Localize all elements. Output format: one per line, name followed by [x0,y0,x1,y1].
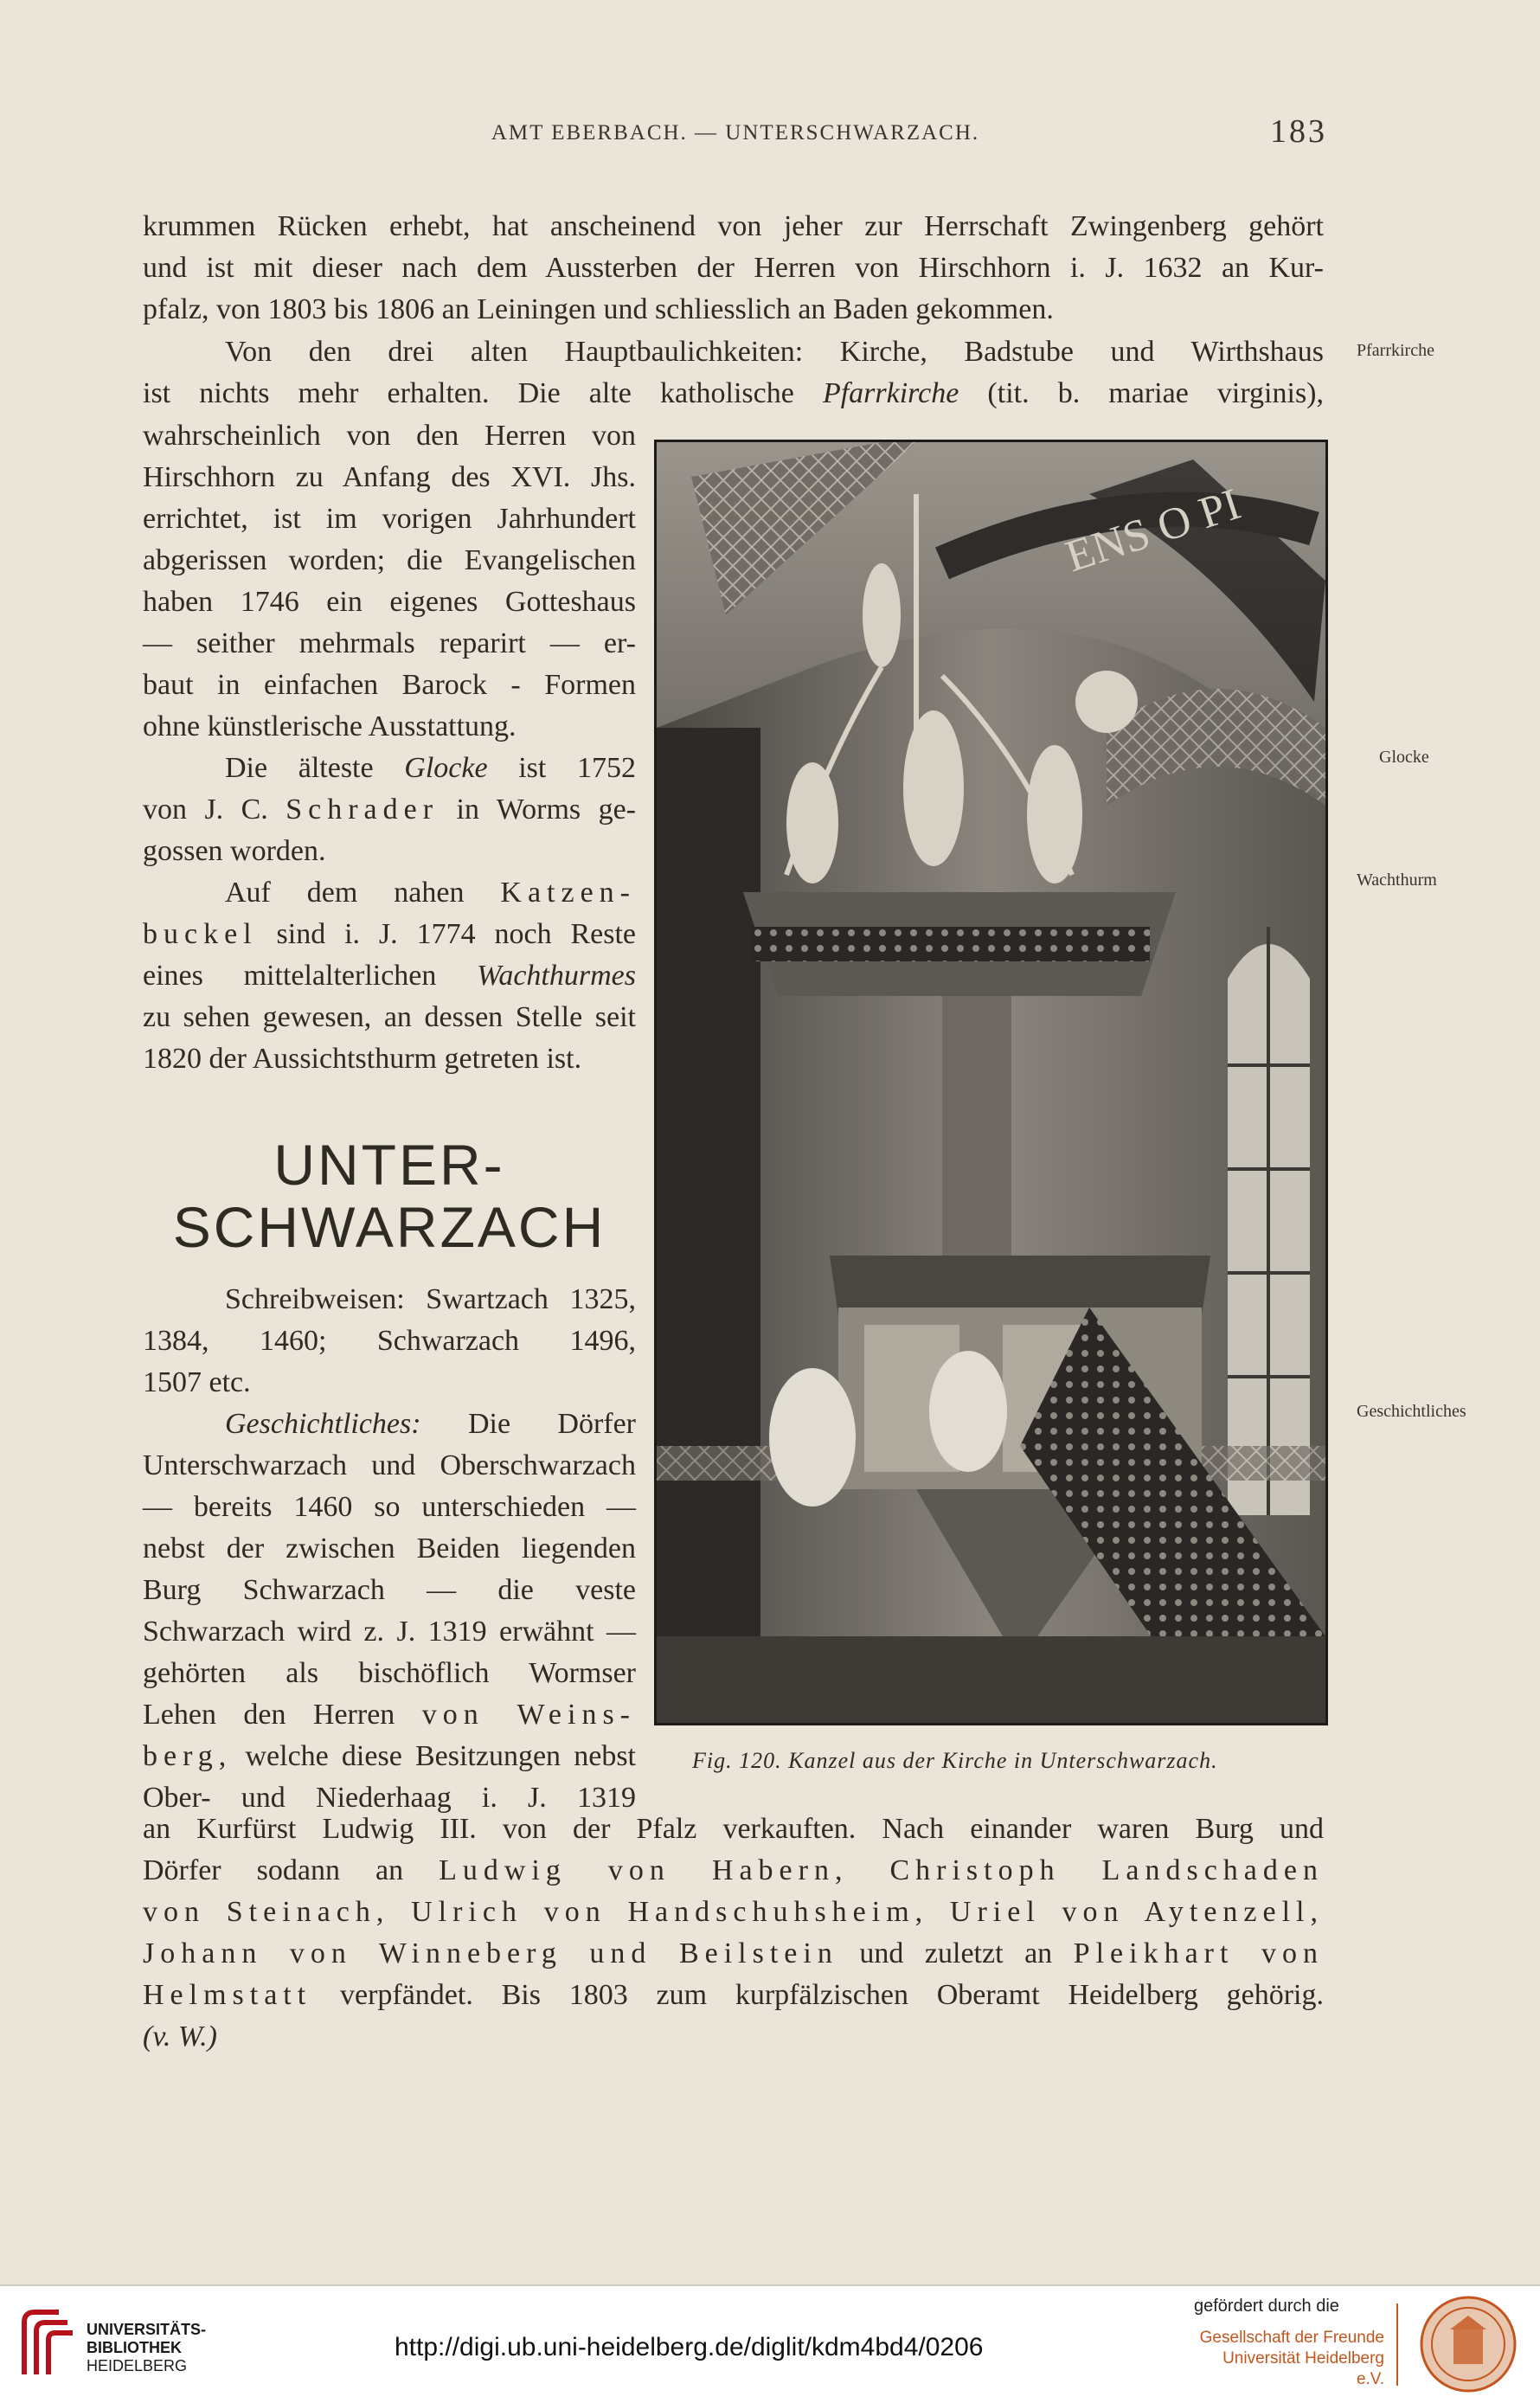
text-line: Johann von Winneberg und Beilstein und zuletzt an Pleikhart von [143,1937,1324,1969]
source-url-link[interactable]: http://digi.ub.uni-heidelberg.de/diglit/kdm4bd4/0206 [395,2333,984,2361]
text-line: ohne künstlerische Ausstattung. [143,710,517,742]
text-line: 1384, 1460; Schwarzach 1496, [143,1325,636,1357]
margin-note-glocke: Glocke [1379,748,1429,767]
text-line: eines mittelalterlichen Wachthurmes [143,960,636,992]
svg-text:ENS O PI: ENS O PI [1060,479,1247,582]
text-line: gossen worden. [143,835,326,867]
text-line: — seither mehrmals reparirt — er- [143,627,636,659]
pfarrkirche-term: Pfarrkirche [822,377,959,409]
text-line: Schreibweisen: Swartzach 1325, [225,1283,636,1315]
author-initials: (v. W.) [143,2021,217,2053]
text-line: Auf dem nahen Katzen- [225,877,636,909]
margin-note-geschichtliches: Geschichtliches [1357,1402,1466,1421]
text-line: wahrscheinlich von den Herren von [143,420,636,452]
text-line: Die älteste Glocke ist 1752 [225,752,636,784]
sponsor-name: Gesellschaft der Freunde Universität Heidelberg e.V. [1199,2329,1384,2388]
text-line: buckel sind i. J. 1774 noch Reste [143,918,636,950]
text-line: Helmstatt verpfändet. Bis 1803 zum kurpfälzischen Oberamt Heidelberg gehörig. [143,1979,1324,2011]
text-line: haben 1746 ein eigenes Gotteshaus [143,586,636,618]
text-line: von J. C. Schrader in Worms ge- [143,794,636,826]
running-head: AMT EBERBACH. — UNTERSCHWARZACH. [491,121,980,145]
text-line: Geschichtliches: Die Dörfer [225,1408,636,1440]
library-logo-icon [16,2305,76,2383]
text-line: ist nichts mehr erhalten. Die alte katholische Pfarrkirche (tit. b. mariae virginis), [143,377,1325,409]
text-line: Schwarzach wird z. J. 1319 erwähnt — [143,1616,636,1648]
text-line: und ist mit dieser nach dem Aussterben der Herren von Hirschhorn i. J. 1632 an Kur- [143,252,1324,284]
text-line: Dörfer sodann an Ludwig von Habern, Christoph Landschaden [143,1854,1324,1886]
text-line: nebst der zwischen Beiden liegenden [143,1532,636,1565]
digitization-footer [0,2284,1540,2403]
section-heading-line2: SCHWARZACH [172,1195,606,1259]
text-line: Unterschwarzach und Oberschwarzach [143,1449,636,1481]
text-line: 1507 etc. [143,1366,251,1398]
text-line: abgerissen worden; die Evangelischen [143,544,636,576]
text-line: Hirschhorn zu Anfang des XVI. Jhs. [143,461,636,493]
text-line: Von den drei alten Hauptbaulichkeiten: Kirche, Badstube und Wirthshaus [225,336,1324,368]
text-line: 1820 der Aussichtsthurm getreten ist. [143,1043,582,1075]
section-heading-line1: UNTER- [273,1133,505,1197]
text-line: von Steinach, Ulrich von Handschuhsheim, Uriel von Aytenzell, [143,1896,1324,1928]
text-line: baut in einfachen Barock - Formen [143,669,636,701]
margin-note-wachthurm: Wachthurm [1357,871,1437,890]
text-line: Ober- und Niederhaag i. J. 1319 [143,1782,636,1814]
text-line: berg, welche diese Besitzungen nebst [143,1740,636,1772]
divider [1396,2303,1398,2386]
text-line: Burg Schwarzach — die veste [143,1574,636,1606]
text-line: pfalz, von 1803 bis 1806 an Leiningen und schliesslich an Baden gekommen. [143,293,1054,325]
text-line: errichtet, ist im vorigen Jahrhundert [143,503,636,535]
margin-note-pfarrkirche: Pfarrkirche [1357,341,1434,360]
text-line: Lehen den Herren von Weins- [143,1699,636,1731]
text-line: zu sehen gewesen, an dessen Stelle seit [143,1001,636,1033]
sponsor-intro: gefördert durch die [1194,2297,1339,2316]
library-name: UNIVERSITÄTS- BIBLIOTHEK HEIDELBERG [87,2321,207,2374]
figure-caption: Fig. 120. Kanzel aus der Kirche in Unterschwarzach. [692,1748,1218,1773]
university-seal-icon [1419,2295,1518,2394]
text-line: an Kurfürst Ludwig III. von der Pfalz verkauften. Nach einander waren Burg und [143,1813,1324,1845]
page-number: 183 [1270,113,1327,150]
pulpit-photograph [654,440,1328,1725]
text-line: gehörten als bischöflich Wormser [143,1657,636,1689]
text-line: — bereits 1460 so unterschieden — [143,1491,636,1523]
text-line: krummen Rücken erhebt, hat anscheinend von jeher zur Herrschaft Zwingenberg gehört [143,210,1324,242]
